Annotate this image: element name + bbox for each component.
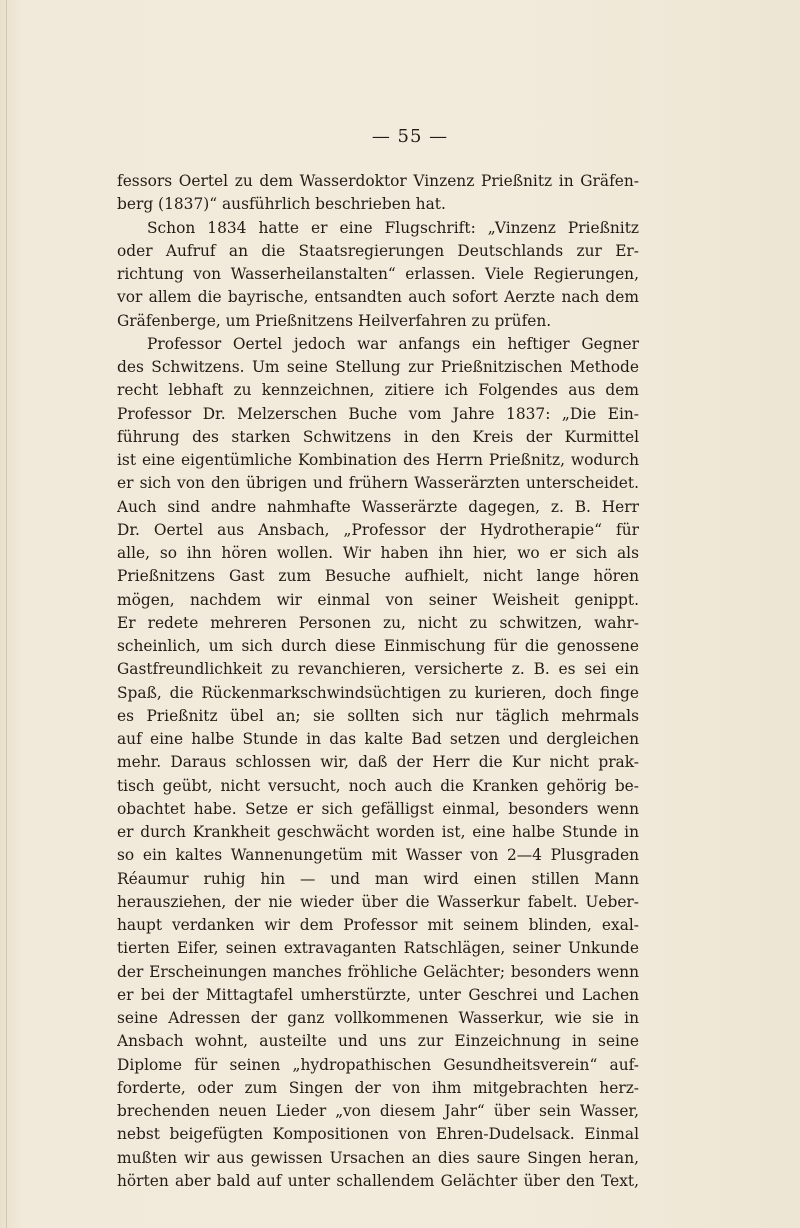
text-line: Diplome für seinen „hydropathischen Gesundheitsverein“ auf- [117,1055,639,1074]
text-line: er durch Krankheit geschwächt worden ist, eine halbe Stunde in [117,823,639,841]
text-line: herausziehen, der nie wieder über die Wasserkur fabelt. Ueber- [117,892,639,911]
text-line: Réaumur ruhig hin — und man wird einen stillen Mann [117,869,639,888]
text-line: Auch sind andre nahmhafte Wasserärzte dagegen, z. B. Herr [117,497,639,516]
text-line: er sich von den übrigen und frühern Wasserärzten unterscheidet. [117,474,639,493]
text-line: vor allem die bayrische, entsandten auch sofort Aerzte nach dem [117,288,639,307]
page-gutter [6,0,7,1228]
text-line: berg (1837)“ ausführlich beschrieben hat. [117,195,446,214]
text-line: nebst beigefügten Kompositionen von Ehren-Dudelsack. Einmal [117,1125,639,1144]
text-line: recht lebhaft zu kennzeichnen, zitiere ich Folgendes aus dem [117,381,639,400]
text-line: Gastfreundlichkeit zu revanchieren, versicherte z. B. es sei ein [117,660,639,679]
text-line: es Prießnitz übel an; sie sollten sich nur täglich mehrmals [117,706,639,725]
text-line: Spaß, die Rückenmarkschwindsüchtigen zu kurieren, doch finge [117,683,639,702]
text-line: oder Aufruf an die Staatsregierungen Deutschlands zur Er- [117,241,639,260]
text-line: alle, so ihn hören wollen. Wir haben ihn hier, wo er sich als [117,544,639,562]
text-line: mußten wir aus gewissen Ursachen an dies saure Singen heran, [117,1148,639,1167]
page-number: — 55 — [371,126,449,147]
text-line: mehr. Daraus schlossen wir, daß der Herr die Kur nicht prak- [117,753,639,772]
text-line: Professor Oertel jedoch war anfangs ein heftiger Gegner [147,334,639,353]
text-line: er bei der Mittagtafel umherstürzte, unter Geschrei und Lachen [117,985,639,1004]
text-line: tisch geübt, nicht versucht, noch auch die Kranken gehörig be- [117,776,639,795]
text-line: hörten aber bald auf unter schallendem Gelächter über den Text, [117,1171,639,1190]
text-line: mögen, nachdem wir einmal von seiner Weisheit genippt. [117,590,639,609]
text-line: so ein kaltes Wannenungetüm mit Wasser von 2—4 Plusgraden [117,846,639,865]
text-line: Ansbach wohnt, austeilte und uns zur Einzeichnung in seine [117,1032,639,1051]
text-line: seine Adressen der ganz vollkommenen Wasserkur, wie sie in [117,1009,639,1027]
text-line: Schon 1834 hatte er eine Flugschrift: „Vinzenz Prießnitz [147,218,639,237]
text-line: brechenden neuen Lieder „von diesem Jahr“ über sein Wasser, [117,1102,639,1120]
text-line: Er redete mehreren Personen zu, nicht zu schwitzen, wahr- [117,613,639,632]
text-line: ist eine eigentümliche Kombination des Herrn Prießnitz, wodurch [117,451,639,469]
text-line: forderte, oder zum Singen der von ihm mitgebrachten herz- [117,1078,639,1097]
text-line: Professor Dr. Melzerschen Buche vom Jahre 1837: „Die Ein- [117,404,639,423]
text-line: obachtet habe. Setze er sich gefälligst einmal, besonders wenn [117,799,639,818]
text-line: scheinlich, um sich durch diese Einmischung für die genossene [117,637,639,655]
text-line: Prießnitzens Gast zum Besuche aufhielt, nicht lange hören [117,567,639,586]
text-line: richtung von Wasserheilanstalten“ erlassen. Viele Regierungen, [117,265,639,283]
text-line: Gräfenberge, um Prießnitzens Heilverfahren zu prüfen. [117,311,552,330]
text-line: tierten Eifer, seinen extravaganten Ratschlägen, seiner Unkunde [117,939,639,958]
text-line: haupt verdanken wir dem Professor mit seinem blinden, exal- [117,916,639,934]
text-line: der Erscheinungen manches fröhliche Gelächter; besonders wenn [117,962,639,981]
text-line: auf eine halbe Stunde in das kalte Bad setzen und dergleichen [117,730,639,748]
text-line: fessors Oertel zu dem Wasserdoktor Vinzenz Prießnitz in Gräfen- [117,172,639,190]
text-line: des Schwitzens. Um seine Stellung zur Prießnitzischen Methode [117,358,639,376]
body-text [117,170,639,1193]
text-line: führung des starken Schwitzens in den Kreis der Kurmittel [117,427,639,446]
text-line: Dr. Oertel aus Ansbach, „Professor der Hydrotherapie“ für [117,520,639,539]
